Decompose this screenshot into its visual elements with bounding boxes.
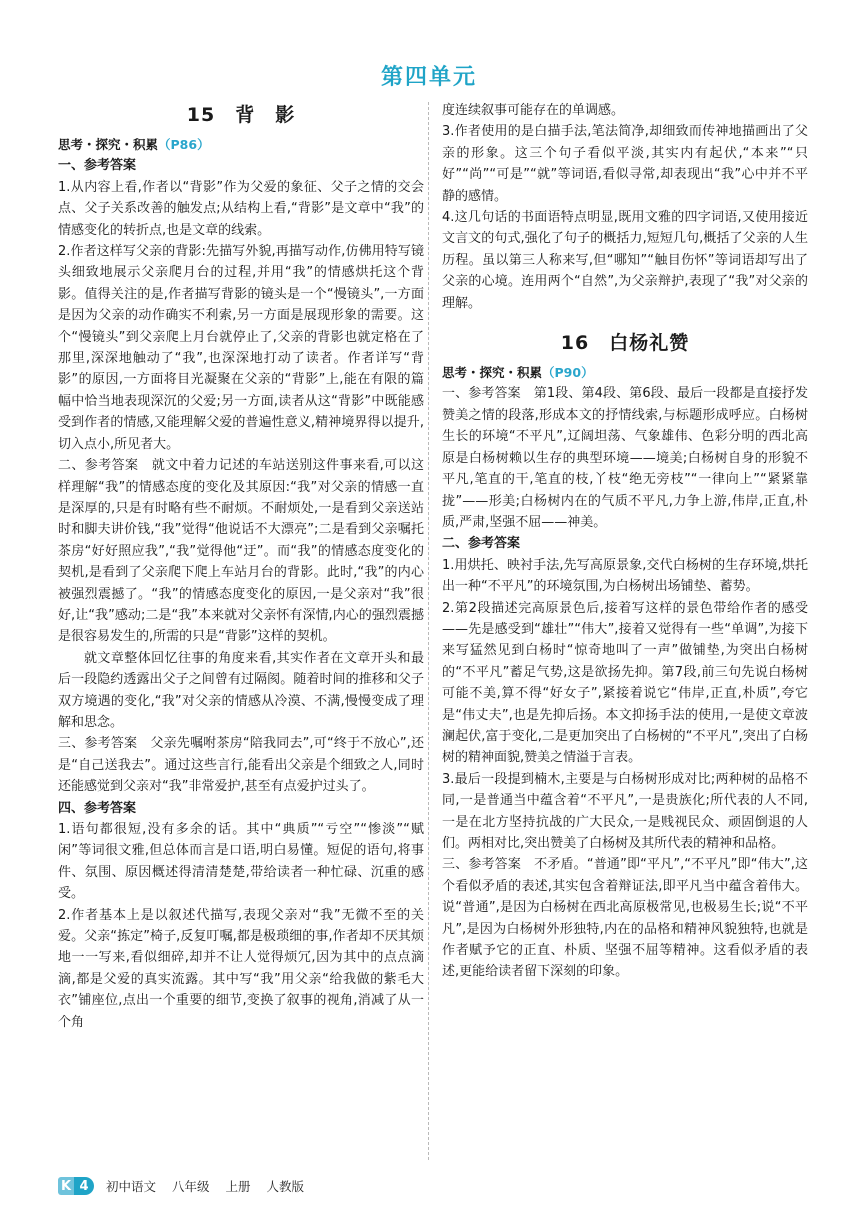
answer-paragraph: 三、参考答案 父亲先嘱咐茶房“陪我同去”,可“终于不放心”,还是“自己送我去”。通过这些言行,能看出父亲是个细致之人,同时还能感觉到父亲对“我”非常爱护,甚至有点爱护过头了。 xyxy=(58,736,424,795)
lesson-15-title: 15 背 影 xyxy=(186,104,296,126)
page-number: 4 xyxy=(74,1177,94,1195)
column-divider xyxy=(428,102,429,1160)
answer-paragraph: 1.语句都很短,没有多余的话。其中“典质”“亏空”“惨淡”“赋闲”等词很文雅,但总体而言是口语,明白易懂。短促的语句,将事件、氛围、原因概述得清清楚楚,带给读者一种忙碌、沉重的感受。 xyxy=(58,822,424,902)
section-label-text: 思考・探究・积累 xyxy=(58,137,159,152)
lesson-16-section-label xyxy=(442,362,808,383)
answer-paragraph: 2.第2段描述完高原景色后,接着写这样的景色带给作者的感受——先是感受到“雄壮”“伟大”,接着又觉得有一些“单调”,为接下来写猛然见到白杨时“惊奇地叫了一声”做铺垫,为突出白杨树的“不平凡”蓄足气势,这是欲扬先抑。第7段,前三句先说白杨树可能不美,算不得“好女子”,紧接着说它“伟岸,正直,朴质”,夸它是“伟丈夫”,也是先抑后扬。本文抑扬手法的使用,一是使文章波澜起伏,富于变化,二是更加突出了白杨树的“不平凡”,突出了白杨树的精神面貌,赞美之情溢于言表。 xyxy=(442,600,808,766)
answer-paragraph: 二、参考答案 就文中着力记述的车站送别这件事来看,可以这样理解“我”的情感态度的变化及其原因:“我”对父亲的情感一直是深厚的,只是有时略有些不耐烦。不耐烦处,一是看到父亲送站时和脚夫讲价钱,“我”觉得“他说话不大漂亮”;二是看到父亲嘱托茶房“好好照应我”,“我”觉得他“迂”。而“我”的情感态度变化的契机,是看到了父亲爬下爬上车站月台的背影。此时,“我”的内心被强烈震撼了。“我”的情感态度变化的原因,一是父亲对“我”很好,让“我”感动;二是“我”本来就对父亲怀有深情,内心的强烈震撼是很容易发生的,所需的只是“背影”这样的契机。 xyxy=(58,458,424,645)
page-reference: （P90） xyxy=(542,365,594,381)
answer-paragraph: 2.作者这样写父亲的背影:先描写外貌,再描写动作,仿佛用特写镜头细致地展示父亲爬月台的过程,并用“我”的情感烘托这个背影。值得关注的是,作者描写背影的镜头是一个“慢镜头”,一方面是因为父亲的动作确实不利索,另一方面是展现形象的需要。这个“慢镜头”到父亲爬上月台就停止了,父亲的背影也就定格在了那里,深深地触动了“我”,也深深地打动了读者。作者详写“背影”的原因,一方面将目光凝聚在父亲的“背影”上,能在有限的篇幅中恰当地表现深沉的父爱;另一方面,读者从这“背影”中既能感受到作者的情感,又能理解父爱的普遍性意义,精神境界得以提升,切入点小,所见者大。 xyxy=(58,244,424,452)
answer-heading-4: 四、参考答案 xyxy=(58,800,137,816)
answer-paragraph: 3.作者使用的是白描手法,笔法简净,却细致而传神地描画出了父亲的形象。这三个句子看似平淡,其实内有起伏,“本来”“只好”“尚”“可是”“就”等词语,看似寻常,却表现出“我”心中并不平静的感情。 xyxy=(442,124,808,204)
unit-title: 第四单元 xyxy=(380,65,477,90)
answer-paragraph: 2.作者基本上是以叙述代描写,表现父亲对“我”无微不至的关爱。父亲“拣定”椅子,反复叮嘱,都是极琐细的事,作者却不厌其烦地一一写来,看似细碎,却并不让人觉得烦冗,因为其中的点点滴滴,都是父爱的真实流露。其中写“我”用父亲“给我做的紫毛大衣”铺座位,点出一个重要的细节,变换了叙事的视角,消减了从一个角 xyxy=(58,907,424,1030)
section-label-text: 思考・探究・积累 xyxy=(442,365,543,381)
answer-paragraph: 3.最后一段提到楠木,主要是与白杨树形成对比;两种树的品格不同,一是普通当中蕴含着“不平凡”,一是贵族化;所代表的人不同,一是在北方坚持抗战的广大民众,一是贱视民众、顽固倒退的人们。两相对比,突出赞美了白杨树及其所代表的精神和品格。 xyxy=(442,771,808,851)
footer-grade: 八年级 xyxy=(172,1179,210,1194)
footer-book-info xyxy=(106,1177,316,1195)
badge-letter: K xyxy=(58,1177,74,1195)
answer-paragraph: 1.从内容上看,作者以“背影”作为父爱的象征、父子之情的交会点、父子关系改善的触发点;从结构上看,“背影”是文章中“我”的情感变化的转折点,也是文章的线索。 xyxy=(58,179,424,238)
page-footer xyxy=(58,1175,316,1197)
page-badge xyxy=(58,1176,94,1196)
footer-subject: 初中语文 xyxy=(106,1179,157,1194)
answer-paragraph: 三、参考答案 不矛盾。“普通”即“平凡”,“不平凡”即“伟大”,这个看似矛盾的表述,其实包含着辩证法,即平凡当中蕴含着伟大。说“普通”,是因为白杨树在西北高原极常见,也极易生长;说“不平凡”,是因为白杨树外形独特,内在的品格和精神风貌独特,也就是作者赋予它的正直、朴质、坚强不屈等精神。这看似矛盾的表述,更能给读者留下深刻的印象。 xyxy=(442,857,808,980)
right-column xyxy=(442,100,808,983)
lesson-15-section-label xyxy=(58,134,424,155)
answer-heading-1: 一、参考答案 xyxy=(58,158,137,174)
footer-edition: 人教版 xyxy=(266,1179,305,1194)
answer-heading-2: 二、参考答案 xyxy=(442,536,521,552)
answer-paragraph: 1.用烘托、映衬手法,先写高原景象,交代白杨树的生存环境,烘托出一种“不平凡”的环境氛围,为白杨树出场铺垫、蓄势。 xyxy=(442,557,808,595)
page-reference: （P86） xyxy=(158,137,210,152)
answer-paragraph: 一、参考答案 第1段、第4段、第6段、最后一段都是直接抒发赞美之情的段落,形成本文的抒情线索,与标题形成呼应。白杨树生长的环境“不平凡”,辽阔坦荡、气象雄伟、色彩分明的西北高原是白杨树赖以生存的典型环境——境美;白杨树自身的形貌不平凡,笔直的干,笔直的枝,丫枝“绝无旁枝”“一律向上”“紧紧靠拢”——形美;白杨树内在的气质不平凡,力争上游,伟岸,正直,朴质,严肃,坚强不屈——神美。 xyxy=(442,386,808,530)
left-column xyxy=(58,100,424,1033)
footer-volume: 上册 xyxy=(225,1179,251,1194)
answer-paragraph: 就文章整体回忆往事的角度来看,其实作者在文章开头和最后一段隐约透露出父子之间曾有过隔阂。随着时间的推移和父子双方境遇的变化,“我”对父亲的情感从冷漠、不满,慢慢变成了理解和思念。 xyxy=(58,650,424,730)
answer-paragraph-continued: 度连续叙事可能存在的单调感。 xyxy=(442,103,625,118)
lesson-16-title: 16 白杨礼赞 xyxy=(560,332,690,355)
answer-paragraph: 4.这几句话的书面语特点明显,既用文雅的四字词语,又使用接近文言文的句式,强化了句子的概括力,短短几句,概括了父亲的人生历程。虽以第三人称来写,但“哪知”“触目伤怀”等词语却写出了父亲的心境。连用两个“自然”,为父亲辩护,表现了“我”对父亲的理解。 xyxy=(442,210,808,311)
